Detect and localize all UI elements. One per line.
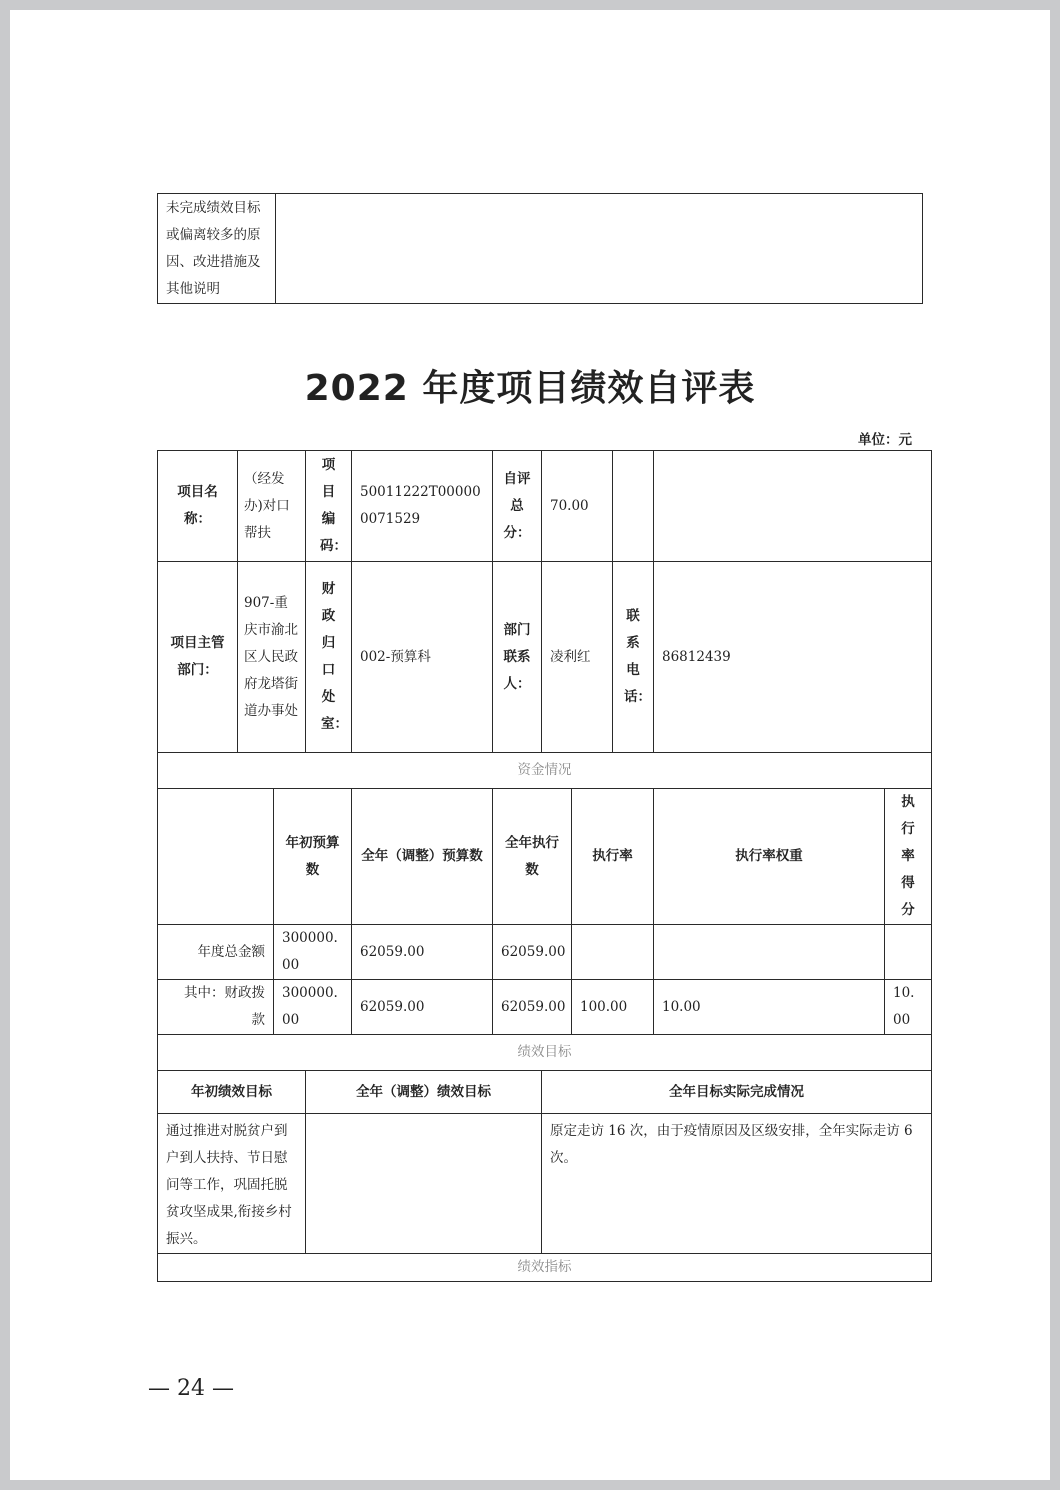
self-evaluation-table (157, 450, 932, 1282)
goals-section-header: 绩效目标 (158, 1035, 932, 1071)
project-name-label: 项目名称： (158, 451, 238, 562)
score-label: 自评总分： (493, 451, 542, 562)
funds-row-label: 其中：财政拨款 (158, 980, 274, 1035)
funds-header-initial: 年初预算数 (274, 789, 352, 925)
unit-label: 单位：元 (858, 432, 912, 448)
indicators-section-header: 绩效指标 (158, 1254, 932, 1282)
goals-header-actual: 全年目标实际完成情况 (542, 1071, 932, 1114)
prev-explanation-value (276, 194, 923, 304)
funds-row-score (885, 925, 932, 980)
funds-row-rate (572, 925, 654, 980)
funds-header-score: 执行率得分 (885, 789, 932, 925)
funds-row-executed: 62059.00 (493, 980, 572, 1035)
goals-initial-text: 通过推进对脱贫户到户到人扶持、节日慰问等工作，巩固托脱贫攻坚成果,衔接乡村振兴。 (158, 1114, 306, 1254)
funds-row-weight (654, 925, 885, 980)
project-code-value: 50011222T000000071529 (352, 451, 493, 562)
funds-row-label: 年度总金额 (158, 925, 274, 980)
office-value: 002-预算科 (352, 562, 493, 753)
funds-section-header: 资金情况 (158, 753, 932, 789)
document-page (10, 10, 1050, 1480)
dept-value: 907-重庆市渝北区人民政府龙塔街道办事处 (238, 562, 306, 753)
funds-header-weight: 执行率权重 (654, 789, 885, 925)
empty-cell (654, 451, 932, 562)
page-number: — 24 — (148, 1376, 234, 1401)
goals-header-initial: 年初绩效目标 (158, 1071, 306, 1114)
prev-explanation-label: 未完成绩效目标或偏离较多的原因、改进措施及其他说明 (158, 194, 276, 304)
score-value: 70.00 (542, 451, 613, 562)
funds-row-score: 10.00 (885, 980, 932, 1035)
project-name-value: （经发办)对口帮扶 (238, 451, 306, 562)
page-title: 2022 年度项目绩效自评表 (304, 368, 756, 409)
phone-value: 86812439 (654, 562, 932, 753)
funds-row-weight: 10.00 (654, 980, 885, 1035)
empty-cell (613, 451, 654, 562)
funds-header-rate: 执行率 (572, 789, 654, 925)
dept-label: 项目主管部门： (158, 562, 238, 753)
goals-actual-text: 原定走访 16 次，由于疫情原因及区级安排，全年实际走访 6 次。 (542, 1114, 932, 1254)
goals-header-adjusted: 全年（调整）绩效目标 (306, 1071, 542, 1114)
project-code-label: 项目编码： (306, 451, 352, 562)
prev-explanation-table (157, 193, 923, 304)
goals-adjusted-text (306, 1114, 542, 1254)
contact-value: 凌利红 (542, 562, 613, 753)
funds-row-rate: 100.00 (572, 980, 654, 1035)
funds-row-adjusted: 62059.00 (352, 980, 493, 1035)
funds-header-blank (158, 789, 274, 925)
contact-label: 部门联系人： (493, 562, 542, 753)
funds-header-adjusted: 全年（调整）预算数 (352, 789, 493, 925)
funds-row-initial: 300000.00 (274, 980, 352, 1035)
funds-row-initial: 300000.00 (274, 925, 352, 980)
funds-header-executed: 全年执行数 (493, 789, 572, 925)
phone-label: 联系电话： (613, 562, 654, 753)
office-label: 财政归口处室： (306, 562, 352, 753)
funds-row-adjusted: 62059.00 (352, 925, 493, 980)
funds-row-executed: 62059.00 (493, 925, 572, 980)
